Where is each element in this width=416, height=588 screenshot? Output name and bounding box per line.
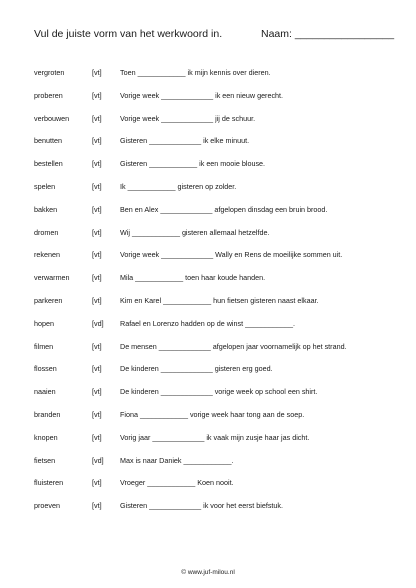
exercise-row xyxy=(34,292,394,315)
instruction-text: Vul de juiste vorm van het werkwoord in. xyxy=(34,28,223,40)
fill-in-sentence: Rafael en Lorenzo hadden op de winst ____________. xyxy=(120,318,296,328)
exercise-row xyxy=(34,269,394,292)
verb-infinitive: dromen xyxy=(34,227,59,237)
footer-copyright: © www.juf-milou.nl xyxy=(181,569,235,576)
fill-in-sentence: Fiona ____________ vorige week haar tong aan de soep. xyxy=(120,409,305,419)
verb-infinitive: vergroten xyxy=(34,68,65,77)
tense-tag: [vt] xyxy=(92,341,102,351)
exercise-row xyxy=(34,178,394,201)
exercise-row xyxy=(34,132,394,155)
exercise-row xyxy=(34,155,394,178)
tense-tag: [vt] xyxy=(92,227,102,237)
exercise-row xyxy=(34,246,394,269)
fill-in-sentence: Vorig jaar _____________ ik vaak mijn zusje haar jas dicht. xyxy=(120,432,310,442)
exercise-row xyxy=(34,338,394,361)
worksheet-header xyxy=(34,28,395,44)
exercise-row xyxy=(34,110,394,133)
tense-tag: [vt] xyxy=(92,136,102,146)
fill-in-sentence: Ik ____________ gisteren op zolder. xyxy=(120,181,237,191)
fill-in-sentence: Toen ____________ ik mijn kennis over dieren. xyxy=(120,68,271,77)
fill-in-sentence: Gisteren _____________ ik elke minuut. xyxy=(120,136,250,146)
verb-infinitive: filmen xyxy=(34,341,54,351)
verb-infinitive: bakken xyxy=(34,204,58,214)
exercise-row xyxy=(34,474,394,497)
tense-tag: [vt] xyxy=(92,68,102,77)
verb-infinitive: proeven xyxy=(34,501,60,511)
fill-in-sentence: Mila ____________ toen haar koude handen. xyxy=(120,273,266,283)
fill-in-sentence: Vorige week _____________ ik een nieuw gerecht. xyxy=(120,90,284,100)
tense-tag: [vt] xyxy=(92,250,102,260)
verb-infinitive: flossen xyxy=(34,364,57,374)
exercise-row xyxy=(34,360,394,383)
verb-infinitive: bestellen xyxy=(34,159,63,169)
fill-in-sentence: Gisteren ____________ ik een mooie blouse. xyxy=(120,159,266,169)
fill-in-sentence: De mensen _____________ afgelopen jaar voornamelijk op het strand. xyxy=(120,341,347,351)
tense-tag: [vt] xyxy=(92,204,102,214)
fill-in-sentence: Vorige week _____________ jij de schuur. xyxy=(120,113,256,123)
tense-tag: [vt] xyxy=(92,273,102,283)
tense-tag: [vt] xyxy=(92,295,102,305)
tense-tag: [vd] xyxy=(92,455,104,465)
fill-in-sentence: De kinderen _____________ gisteren erg goed. xyxy=(120,364,273,374)
exercise-row xyxy=(34,497,394,520)
fill-in-sentence: Wij ____________ gisteren allemaal hetzelfde. xyxy=(120,227,270,237)
verb-infinitive: knopen xyxy=(34,432,58,442)
exercise-row xyxy=(34,201,394,224)
verb-infinitive: verbouwen xyxy=(34,113,70,123)
tense-tag: [vt] xyxy=(92,159,102,169)
exercise-row xyxy=(34,406,394,429)
verb-infinitive: rekenen xyxy=(34,250,60,260)
verb-infinitive: naaien xyxy=(34,387,56,397)
exercise-row xyxy=(34,452,394,475)
verb-infinitive: benutten xyxy=(34,136,62,146)
exercise-row xyxy=(34,224,394,247)
tense-tag: [vt] xyxy=(92,432,102,442)
tense-tag: [vt] xyxy=(92,478,102,488)
verb-infinitive: parkeren xyxy=(34,295,63,305)
name-field-label: Naam: _________________ xyxy=(261,28,395,40)
tense-tag: [vt] xyxy=(92,90,102,100)
verb-infinitive: spelen xyxy=(34,181,56,191)
exercise-row xyxy=(34,315,394,338)
tense-tag: [vt] xyxy=(92,113,102,123)
exercise-row xyxy=(34,64,394,87)
fill-in-sentence: Gisteren _____________ ik voor het eerst biefstuk. xyxy=(120,501,284,511)
fill-in-sentence: Vorige week _____________ Wally en Rens de moeilijke sommen uit. xyxy=(120,250,343,260)
tense-tag: [vd] xyxy=(92,318,104,328)
exercise-row xyxy=(34,383,394,406)
exercise-row xyxy=(34,87,394,110)
tense-tag: [vt] xyxy=(92,501,102,511)
fill-in-sentence: Ben en Alex _____________ afgelopen dinsdag een bruin brood. xyxy=(120,204,328,214)
verb-infinitive: fluisteren xyxy=(34,478,64,488)
verb-infinitive: verwarmen xyxy=(34,273,70,283)
fill-in-sentence: Max is naar Daniek ____________. xyxy=(120,455,234,465)
verb-infinitive: fietsen xyxy=(34,455,56,465)
verb-infinitive: branden xyxy=(34,409,61,419)
tense-tag: [vt] xyxy=(92,387,102,397)
exercise-list xyxy=(34,64,394,520)
exercise-row xyxy=(34,429,394,452)
fill-in-sentence: Kim en Karel ____________ hun fietsen gisteren naast elkaar. xyxy=(120,295,319,305)
verb-infinitive: hopen xyxy=(34,318,54,328)
tense-tag: [vt] xyxy=(92,409,102,419)
verb-infinitive: proberen xyxy=(34,90,63,100)
fill-in-sentence: De kinderen _____________ vorige week op school een shirt. xyxy=(120,387,318,397)
tense-tag: [vt] xyxy=(92,181,102,191)
fill-in-sentence: Vroeger ____________ Koen nooit. xyxy=(120,478,234,488)
tense-tag: [vt] xyxy=(92,364,102,374)
